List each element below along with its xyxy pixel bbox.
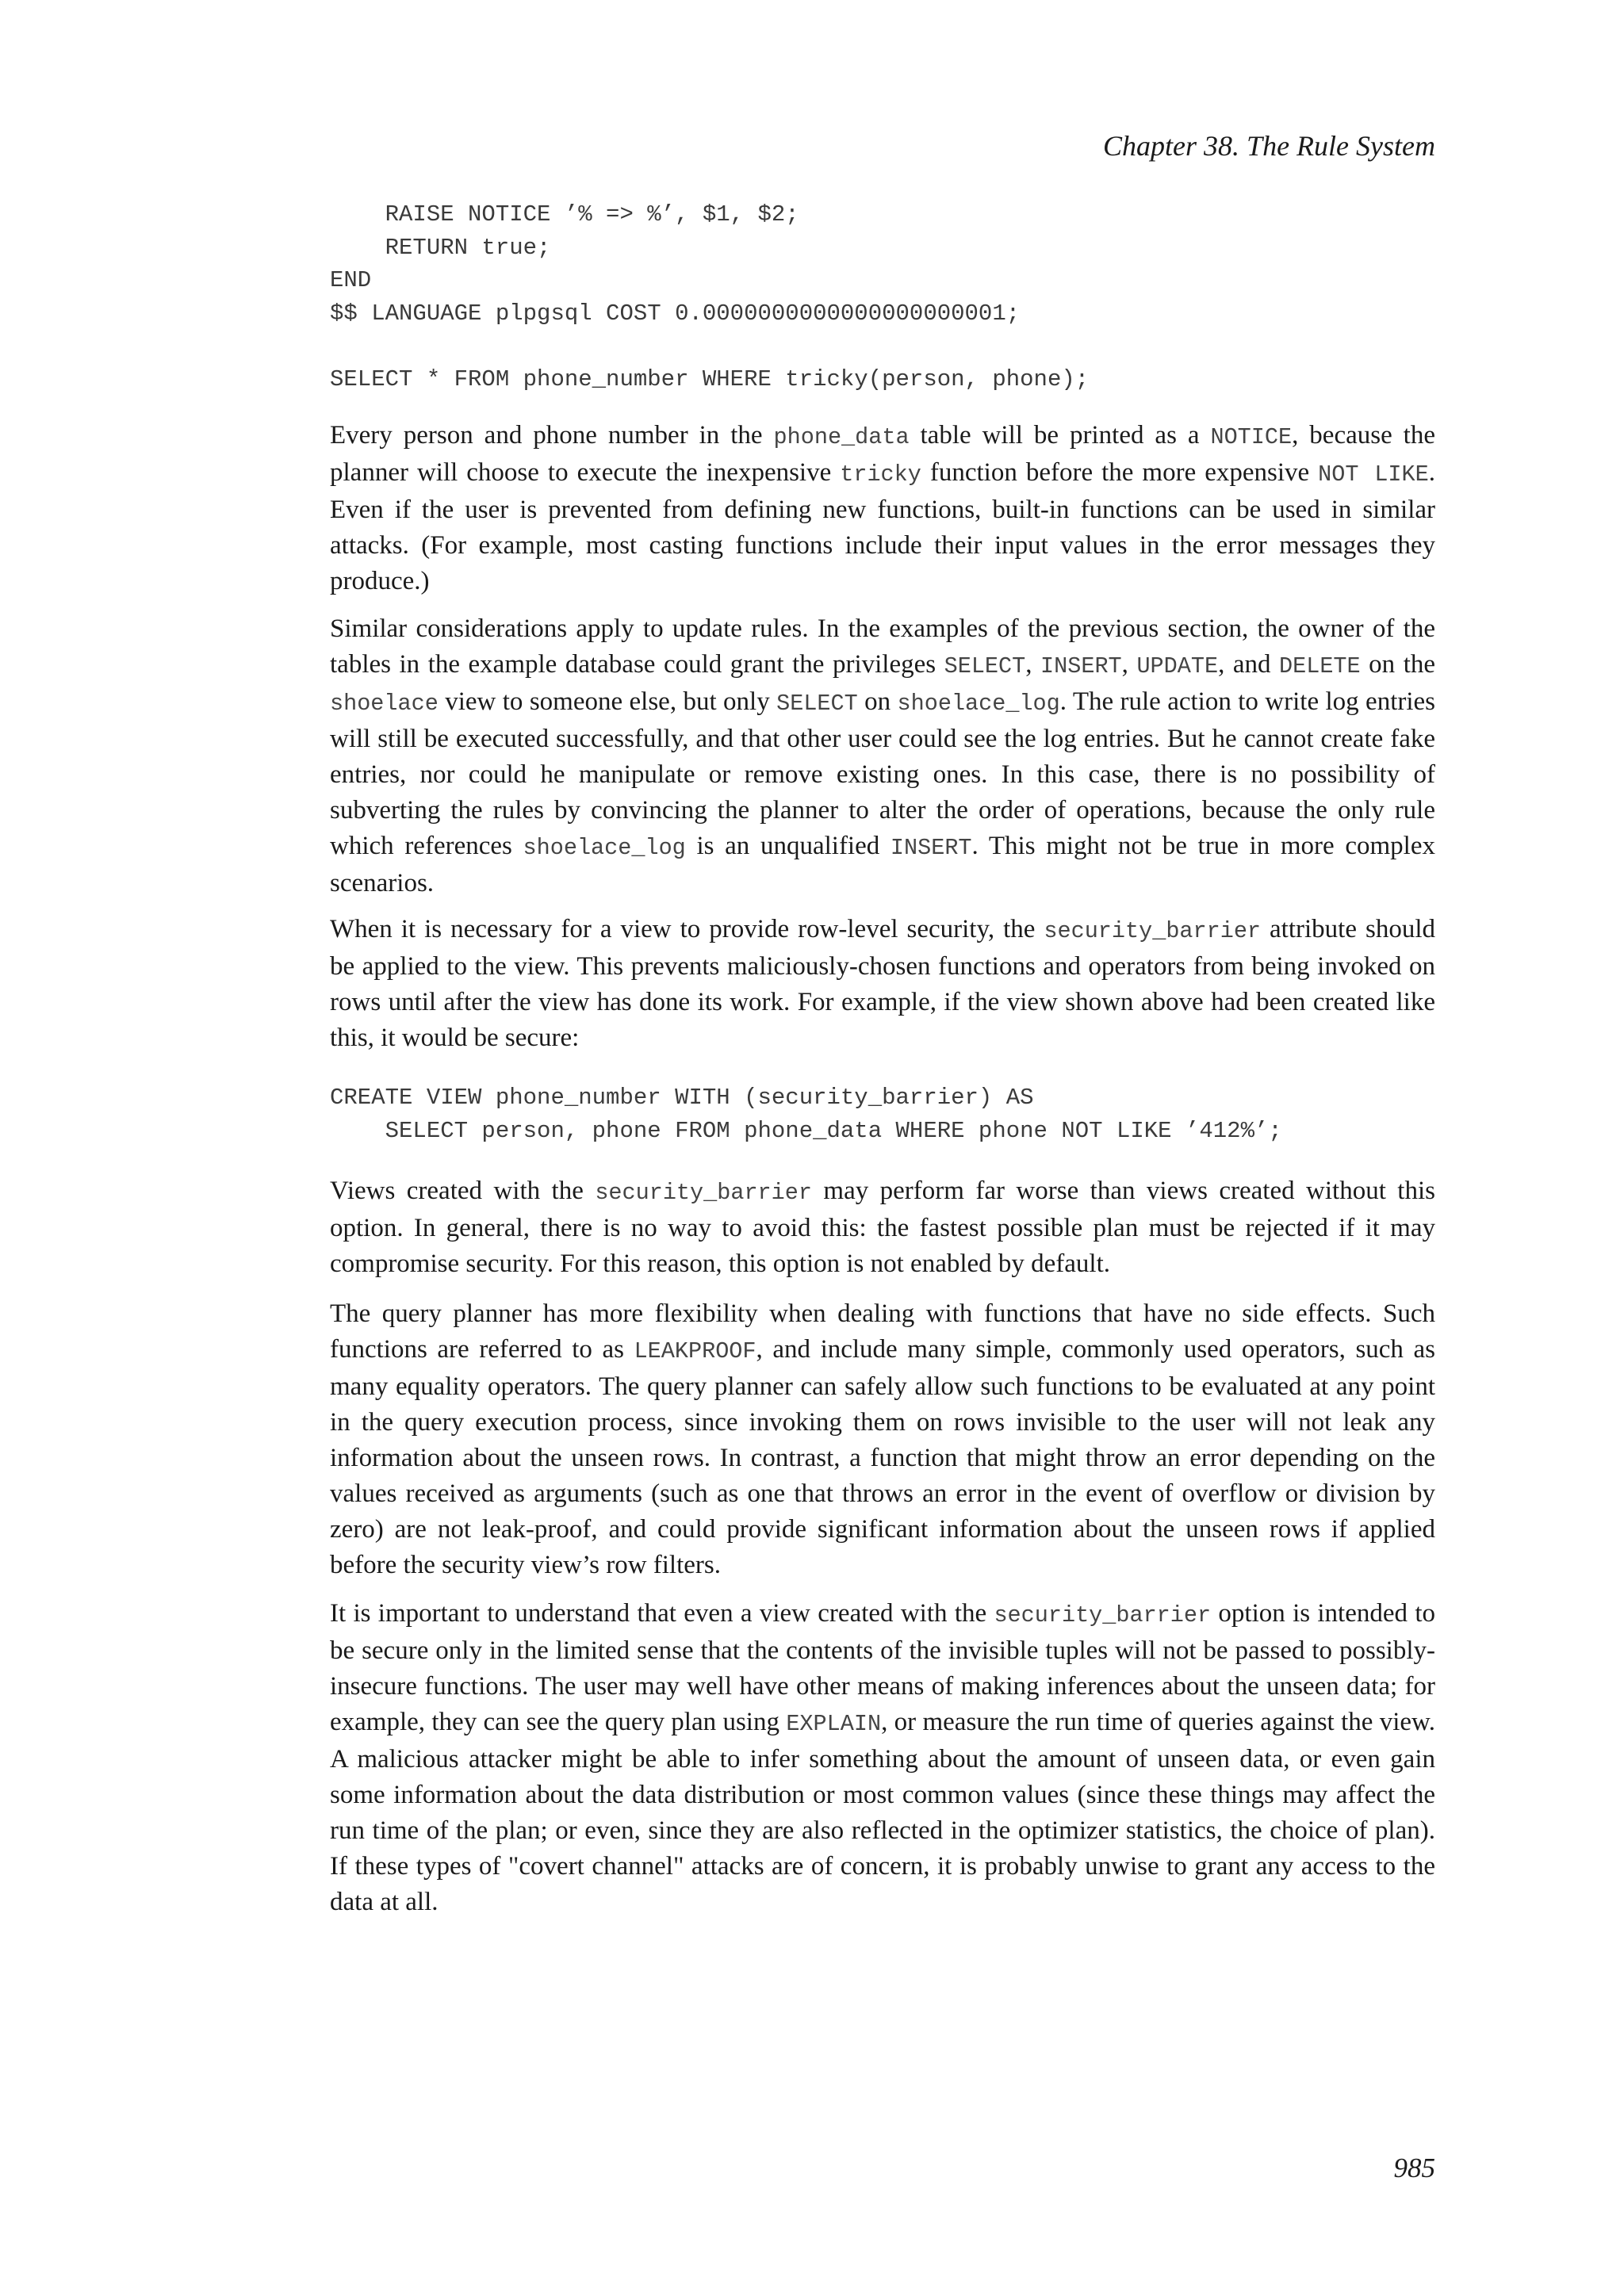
- text: view to someone else, but only: [438, 687, 777, 716]
- chapter-header: Chapter 38. The Rule System: [1103, 130, 1435, 162]
- paragraph-update-rules: [330, 611, 1435, 901]
- inline-code: shoelace: [330, 691, 439, 717]
- code-line-blank: [330, 330, 1089, 363]
- code-line: RAISE NOTICE ’% => %’, $1, $2;: [330, 201, 799, 228]
- text: option is intended to be secure only in the limited sense that the contents of the invisible tuples will not be passed to possibly-insecure functions. The user may well have other means of making inferences about the unseen data; for example, they can see the query plan using: [330, 1599, 1435, 1736]
- paragraph-covert-channel: [330, 1596, 1435, 1920]
- text: on the: [1360, 650, 1436, 679]
- inline-code: UPDATE: [1136, 653, 1219, 679]
- inline-code: NOT LIKE: [1318, 461, 1429, 488]
- inline-code: EXPLAIN: [786, 1711, 882, 1737]
- inline-code: SELECT: [944, 653, 1026, 679]
- inline-code: LEAKPROOF: [634, 1338, 756, 1364]
- text: . The rule action to write log entries will still be executed successfully, and that other user could see the log entries. But he cannot create fake entries, nor could he manipulate or remove existing ones. In this case, there is no possibility of subverting the rules by convincing the planner to alter the order of operations, because the only rule which references: [330, 687, 1436, 860]
- text: It is important to understand that even a view created with the: [330, 1599, 994, 1628]
- code-block-create-view: [330, 1081, 1282, 1147]
- text: is an unqualified: [685, 832, 891, 860]
- text: on: [857, 687, 898, 716]
- page-number: 985: [1393, 2152, 1435, 2183]
- text: When it is necessary for a view to provide row-level security, the: [330, 915, 1044, 943]
- text: , and: [1218, 650, 1280, 679]
- inline-code: shoelace_log: [523, 835, 686, 861]
- inline-code: security_barrier: [595, 1180, 812, 1206]
- text: , and include many simple, commonly used operators, such as many equality operators. The query planner can safely allow such functions to be evaluated at any point in the query execution process, since invoking them on rows invisible to the user will not leak any information about the unseen rows. In contrast, a function that might throw an error depending on the values received as arguments (such as one that throws an error in the event of overflow or division by zero) are not leak-proof, and could provide significant information about the unseen rows if applied before the security view’s row filters.: [330, 1335, 1436, 1579]
- code-line: SELECT person, phone FROM phone_data WHERE phone NOT LIKE ’412%’;: [330, 1117, 1282, 1144]
- text: may perform far worse than views created without this option. In general, there is no way to avoid this: the fastest possible plan must be rejected if it may compromise security. For this reason, this option is not enabled by default.: [330, 1177, 1435, 1278]
- text: . Even if the user is prevented from defining new functions, built-in functions can be used in similar attacks. (For example, most casting functions include their input values in the error messages they produce.): [330, 458, 1435, 595]
- inline-code: INSERT: [1040, 653, 1122, 679]
- text: The query planner has more flexibility when dealing with functions that have no side effects. Such functions are referred to as: [330, 1299, 1435, 1364]
- code-line: END: [330, 267, 372, 293]
- inline-code: SELECT: [776, 691, 858, 717]
- inline-code: security_barrier: [1044, 918, 1262, 944]
- text: ,: [1025, 650, 1041, 679]
- text: attribute should be applied to the view. This prevents maliciously-chosen functions and operators from being invoked on rows until after the view has done its work. For example, if the view shown above had been created like this, it would be secure:: [330, 915, 1435, 1052]
- inline-code: shoelace_log: [897, 691, 1060, 717]
- text: Views created with the: [330, 1177, 596, 1205]
- text: function before the more expensive: [921, 458, 1319, 487]
- paragraph-performance: [330, 1173, 1435, 1282]
- code-line: $$ LANGUAGE plpgsql COST 0.0000000000000000000001;: [330, 300, 1021, 327]
- inline-code: phone_data: [773, 424, 910, 450]
- paragraph-leakproof: [330, 1296, 1435, 1583]
- inline-code: NOTICE: [1210, 424, 1293, 450]
- code-line: SELECT * FROM phone_number WHERE tricky(person, phone);: [330, 365, 1090, 392]
- document-page: [330, 0, 1435, 2296]
- text: ,: [1121, 650, 1137, 679]
- paragraph-security-barrier: [330, 912, 1435, 1056]
- text: . This might not be true in more complex scenarios.: [330, 832, 1435, 897]
- code-line: CREATE VIEW phone_number WITH (security_barrier) AS: [330, 1085, 1034, 1111]
- text: Every person and phone number in the: [330, 421, 774, 450]
- code-block-function-end: [330, 198, 1089, 396]
- inline-code: INSERT: [890, 835, 972, 861]
- code-line: RETURN true;: [330, 234, 551, 261]
- text: table will be printed as a: [909, 421, 1211, 450]
- text: , because the planner will choose to execute the inexpensive: [330, 421, 1435, 487]
- inline-code: security_barrier: [994, 1602, 1212, 1628]
- inline-code: DELETE: [1279, 653, 1361, 679]
- paragraph-phone-data-notice: [330, 418, 1435, 599]
- text: Similar considerations apply to update rules. In the examples of the previous section, the owner of the tables in the example database could grant the privileges: [330, 614, 1435, 679]
- text: , or measure the run time of queries against the view. A malicious attacker might be able to infer something about the amount of unseen data, or even gain some information about the data distribution or most common values (since these things may affect the run time of the plan; or even, since they are also reflected in the optimizer statistics, the choice of plan). If these types of "covert channel" attacks are of concern, it is probably unwise to grant any access to the data at all.: [330, 1708, 1435, 1916]
- inline-code: tricky: [840, 461, 921, 488]
